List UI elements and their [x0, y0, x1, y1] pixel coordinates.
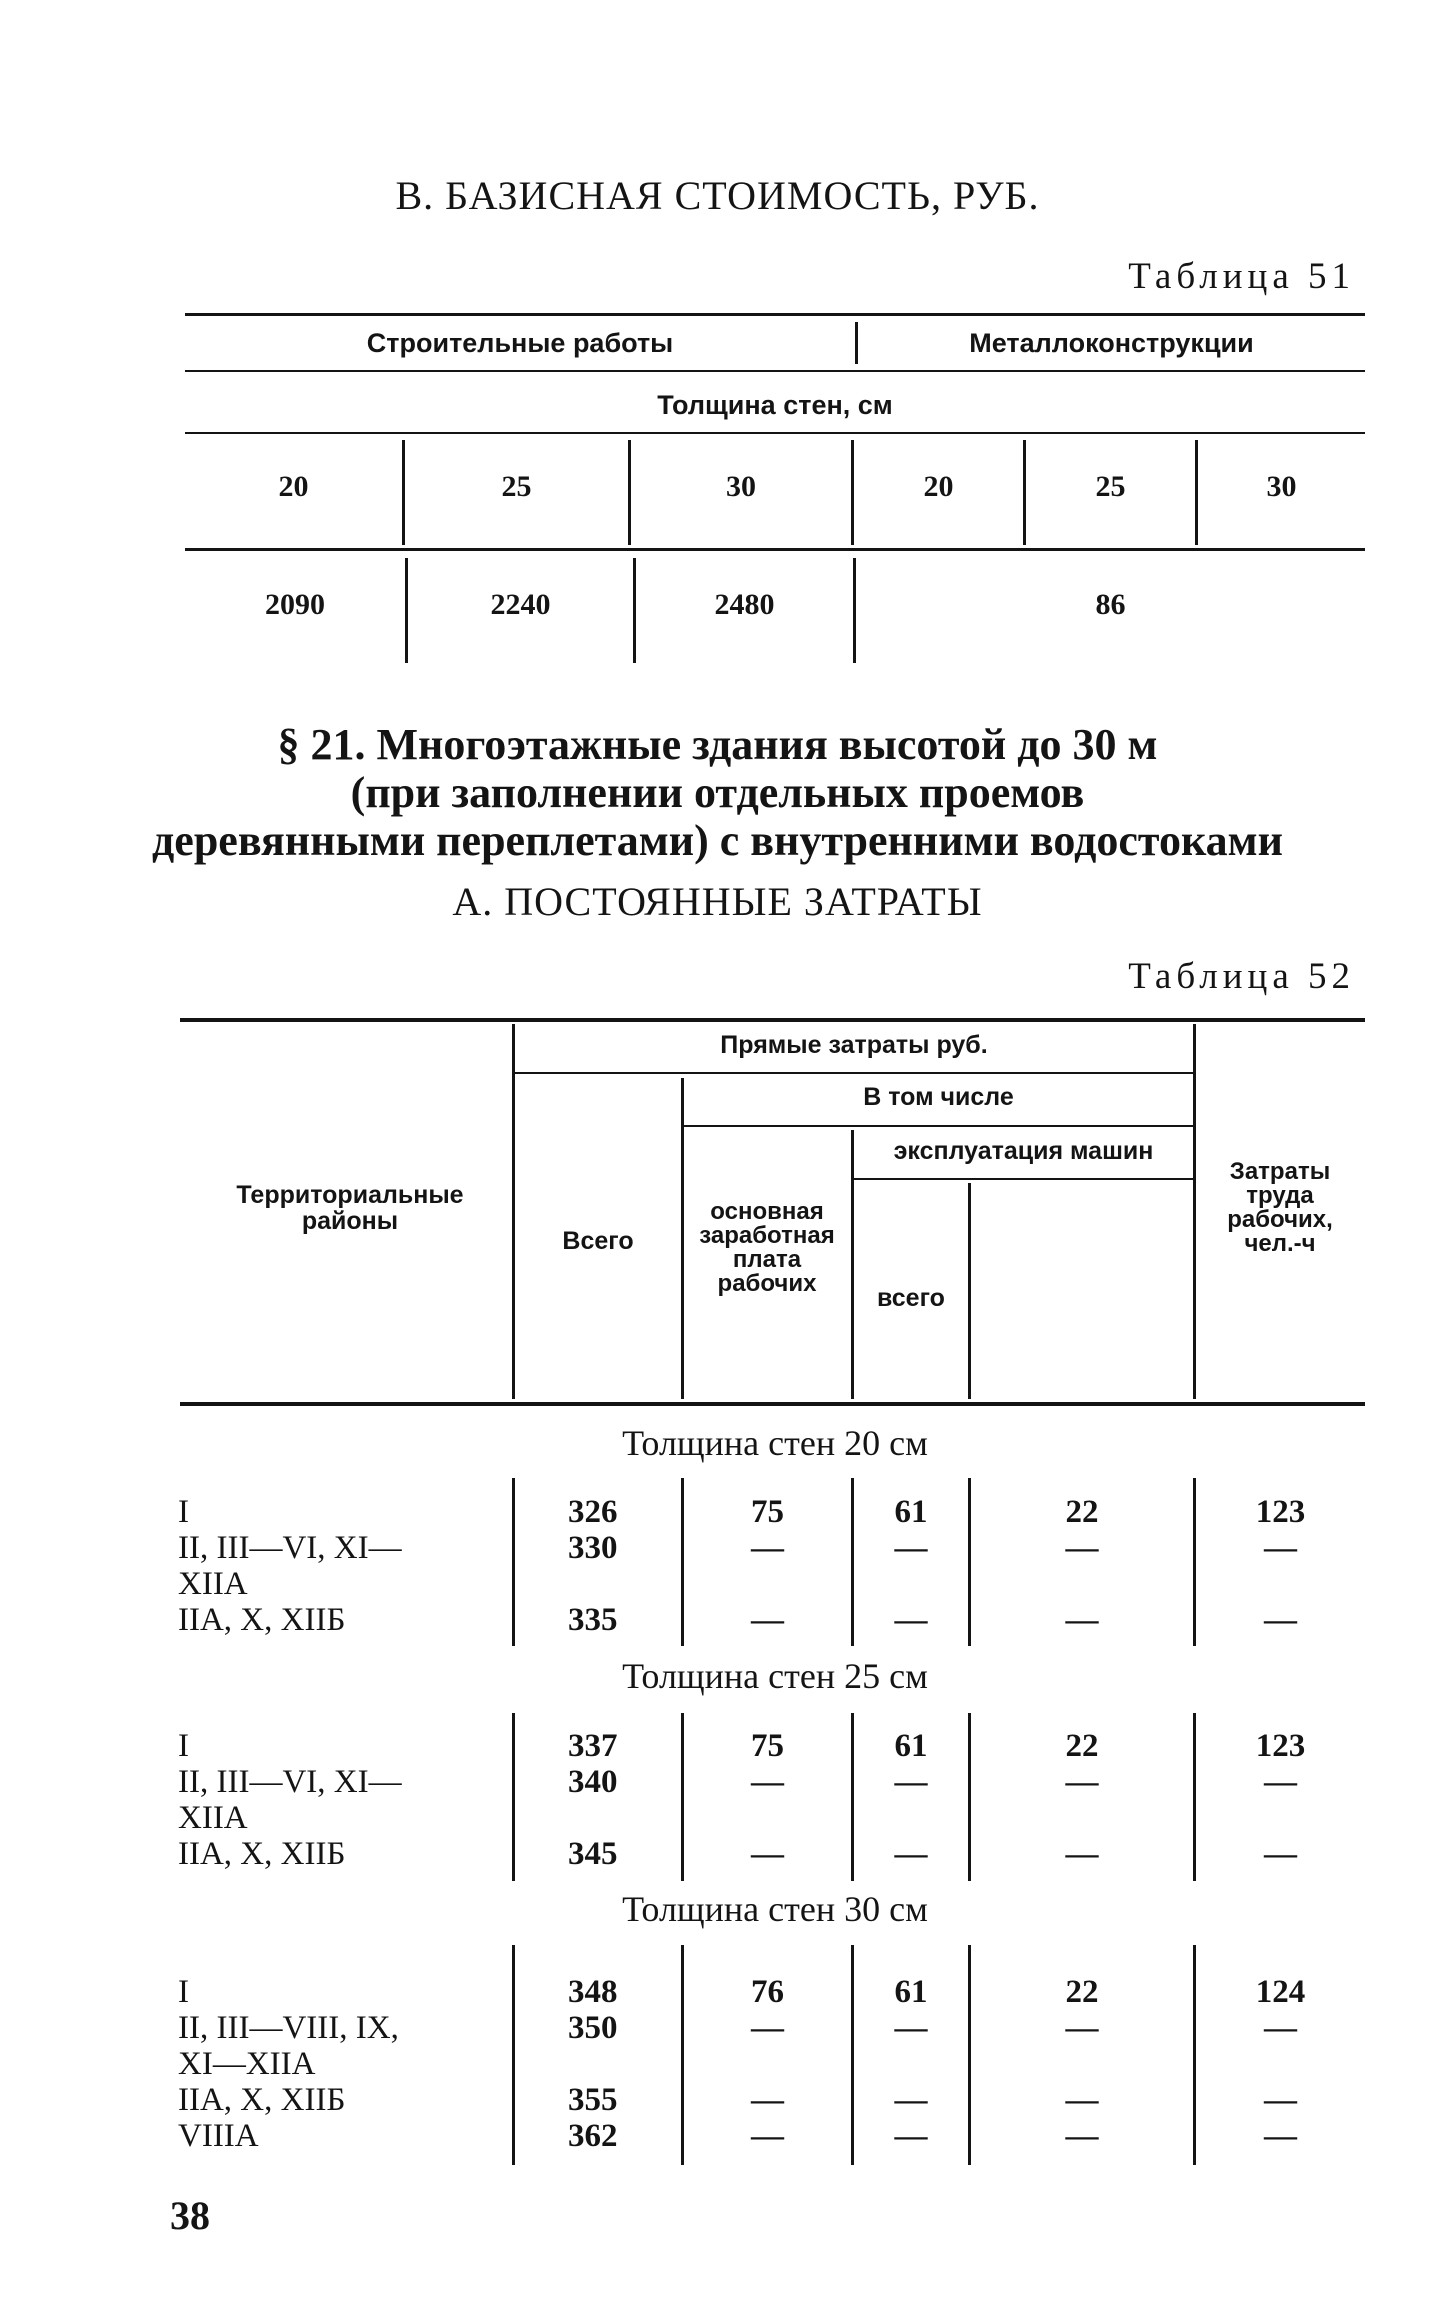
- region-label: VIIIA: [178, 2118, 259, 2154]
- table-51-thickness-cell: 20: [278, 470, 309, 503]
- labor-cell: —: [1264, 2010, 1297, 2046]
- wages-cell: 76: [751, 1974, 784, 2010]
- region-label: XIIA: [178, 1566, 248, 1602]
- total-cell: 335: [568, 1602, 618, 1638]
- machines-cell: —: [894, 1530, 928, 1566]
- region-label: I: [178, 1494, 189, 1530]
- region-label: IIA, X, XIIБ: [178, 1836, 346, 1872]
- group-title: Толщина стен 20 см: [622, 1423, 928, 1463]
- region-label: I: [178, 1974, 189, 2010]
- total-cell: 348: [568, 1974, 618, 2010]
- total-cell: 345: [568, 1836, 618, 1872]
- machine-wages-cell: 22: [1065, 1974, 1099, 2010]
- section-21-heading-line-3: деревянными переплетами) с внутренними водостоками: [152, 816, 1283, 865]
- labor-cell: —: [1264, 1836, 1297, 1872]
- table-51-thickness-cell: 25: [1095, 470, 1126, 503]
- table-51-thickness-cell: 30: [726, 470, 756, 503]
- table-51-value-cell: 2240: [490, 588, 551, 621]
- machines-cell: 61: [894, 1728, 928, 1764]
- section-21-heading-line-1: § 21. Многоэтажные здания высотой до 30 м: [277, 720, 1158, 769]
- machine-wages-cell: —: [1065, 1530, 1099, 1566]
- region-label: IIA, X, XIIБ: [178, 1602, 346, 1638]
- total-cell: 326: [568, 1494, 618, 1530]
- labor-cell: —: [1264, 1530, 1297, 1566]
- labor-cell: —: [1264, 2118, 1297, 2154]
- page-number: 38: [170, 2193, 210, 2238]
- header-wages: основная заработная плата рабочих: [699, 1198, 835, 1297]
- machine-wages-cell: —: [1065, 2082, 1099, 2118]
- header-including: В том числе: [863, 1083, 1014, 1111]
- machine-wages-cell: 22: [1065, 1494, 1099, 1530]
- table-51-thickness-cell: 20: [923, 470, 954, 503]
- wages-cell: —: [751, 2118, 784, 2154]
- section-21-heading-line-2: (при заполнении отдельных проемов: [350, 768, 1085, 817]
- header-direct-costs: Прямые затраты руб.: [720, 1031, 988, 1059]
- table-51-subheader: Толщина стен, см: [657, 390, 893, 420]
- machines-cell: —: [894, 1602, 928, 1638]
- machines-cell: —: [894, 2118, 928, 2154]
- wages-cell: —: [751, 1602, 784, 1638]
- group-title: Толщина стен 25 см: [622, 1656, 928, 1696]
- total-cell: 355: [568, 2082, 618, 2118]
- machines-cell: —: [894, 1836, 928, 1872]
- wages-cell: —: [751, 1836, 784, 1872]
- wages-cell: —: [751, 2082, 784, 2118]
- machine-wages-cell: —: [1065, 1602, 1099, 1638]
- table-51-label: Таблица 51: [1128, 256, 1355, 297]
- group-title: Толщина стен 30 см: [622, 1889, 928, 1929]
- machine-wages-cell: 22: [1065, 1728, 1099, 1764]
- table-52-label: Таблица 52: [1128, 956, 1355, 997]
- table-51-group-construction: Строительные работы: [366, 328, 674, 358]
- table-51-thickness-cell: 25: [501, 470, 532, 503]
- labor-cell: 123: [1255, 1494, 1306, 1530]
- section-b-title: В. БАЗИСНАЯ СТОИМОСТЬ, РУБ.: [395, 173, 1040, 218]
- table-51-thickness-cell: 30: [1266, 470, 1297, 503]
- wages-cell: —: [751, 1530, 784, 1566]
- machine-wages-cell: —: [1065, 1764, 1099, 1800]
- machines-cell: —: [894, 2082, 928, 2118]
- wages-cell: —: [751, 2010, 784, 2046]
- region-label: II, III—VIII, IX,: [178, 2010, 399, 2046]
- labor-cell: 123: [1255, 1728, 1306, 1764]
- machine-wages-cell: —: [1065, 2118, 1099, 2154]
- machines-cell: 61: [894, 1974, 928, 2010]
- wages-cell: 75: [751, 1728, 784, 1764]
- region-label: II, III—VI, XI—: [178, 1530, 402, 1566]
- wages-cell: —: [751, 1764, 784, 1800]
- total-cell: 330: [568, 1530, 618, 1566]
- total-cell: 340: [568, 1764, 618, 1800]
- total-cell: 337: [568, 1728, 618, 1764]
- header-machines-total: всего: [877, 1284, 945, 1312]
- header-regions: Территориальные районы: [236, 1181, 464, 1235]
- header-labor: Затраты труда рабочих, чел.-ч: [1227, 1158, 1333, 1257]
- labor-cell: 124: [1255, 1974, 1306, 2010]
- region-label: II, III—VI, XI—: [178, 1764, 402, 1800]
- table-51-value-cell: 2090: [265, 588, 325, 621]
- header-total: Всего: [562, 1227, 634, 1255]
- header-machines: эксплуатация машин: [893, 1137, 1154, 1165]
- region-label: I: [178, 1728, 189, 1764]
- region-label: XIIA: [178, 1800, 248, 1836]
- machines-cell: —: [894, 2010, 928, 2046]
- region-label: IIA, X, XIIБ: [178, 2082, 346, 2118]
- machines-cell: 61: [894, 1494, 928, 1530]
- machine-wages-cell: —: [1065, 2010, 1099, 2046]
- table-51-value-cell: 2480: [714, 588, 775, 621]
- section-a-title: А. ПОСТОЯННЫЕ ЗАТРАТЫ: [452, 879, 983, 924]
- labor-cell: —: [1264, 1602, 1297, 1638]
- labor-cell: —: [1264, 1764, 1297, 1800]
- total-cell: 350: [568, 2010, 618, 2046]
- region-label: XI—XIIA: [178, 2046, 316, 2082]
- total-cell: 362: [568, 2118, 618, 2154]
- table-51-group-metal: Металлоконструкции: [969, 328, 1254, 358]
- table-51-value-cell: 86: [1095, 588, 1126, 621]
- wages-cell: 75: [751, 1494, 784, 1530]
- machine-wages-cell: —: [1065, 1836, 1099, 1872]
- labor-cell: —: [1264, 2082, 1297, 2118]
- machines-cell: —: [894, 1764, 928, 1800]
